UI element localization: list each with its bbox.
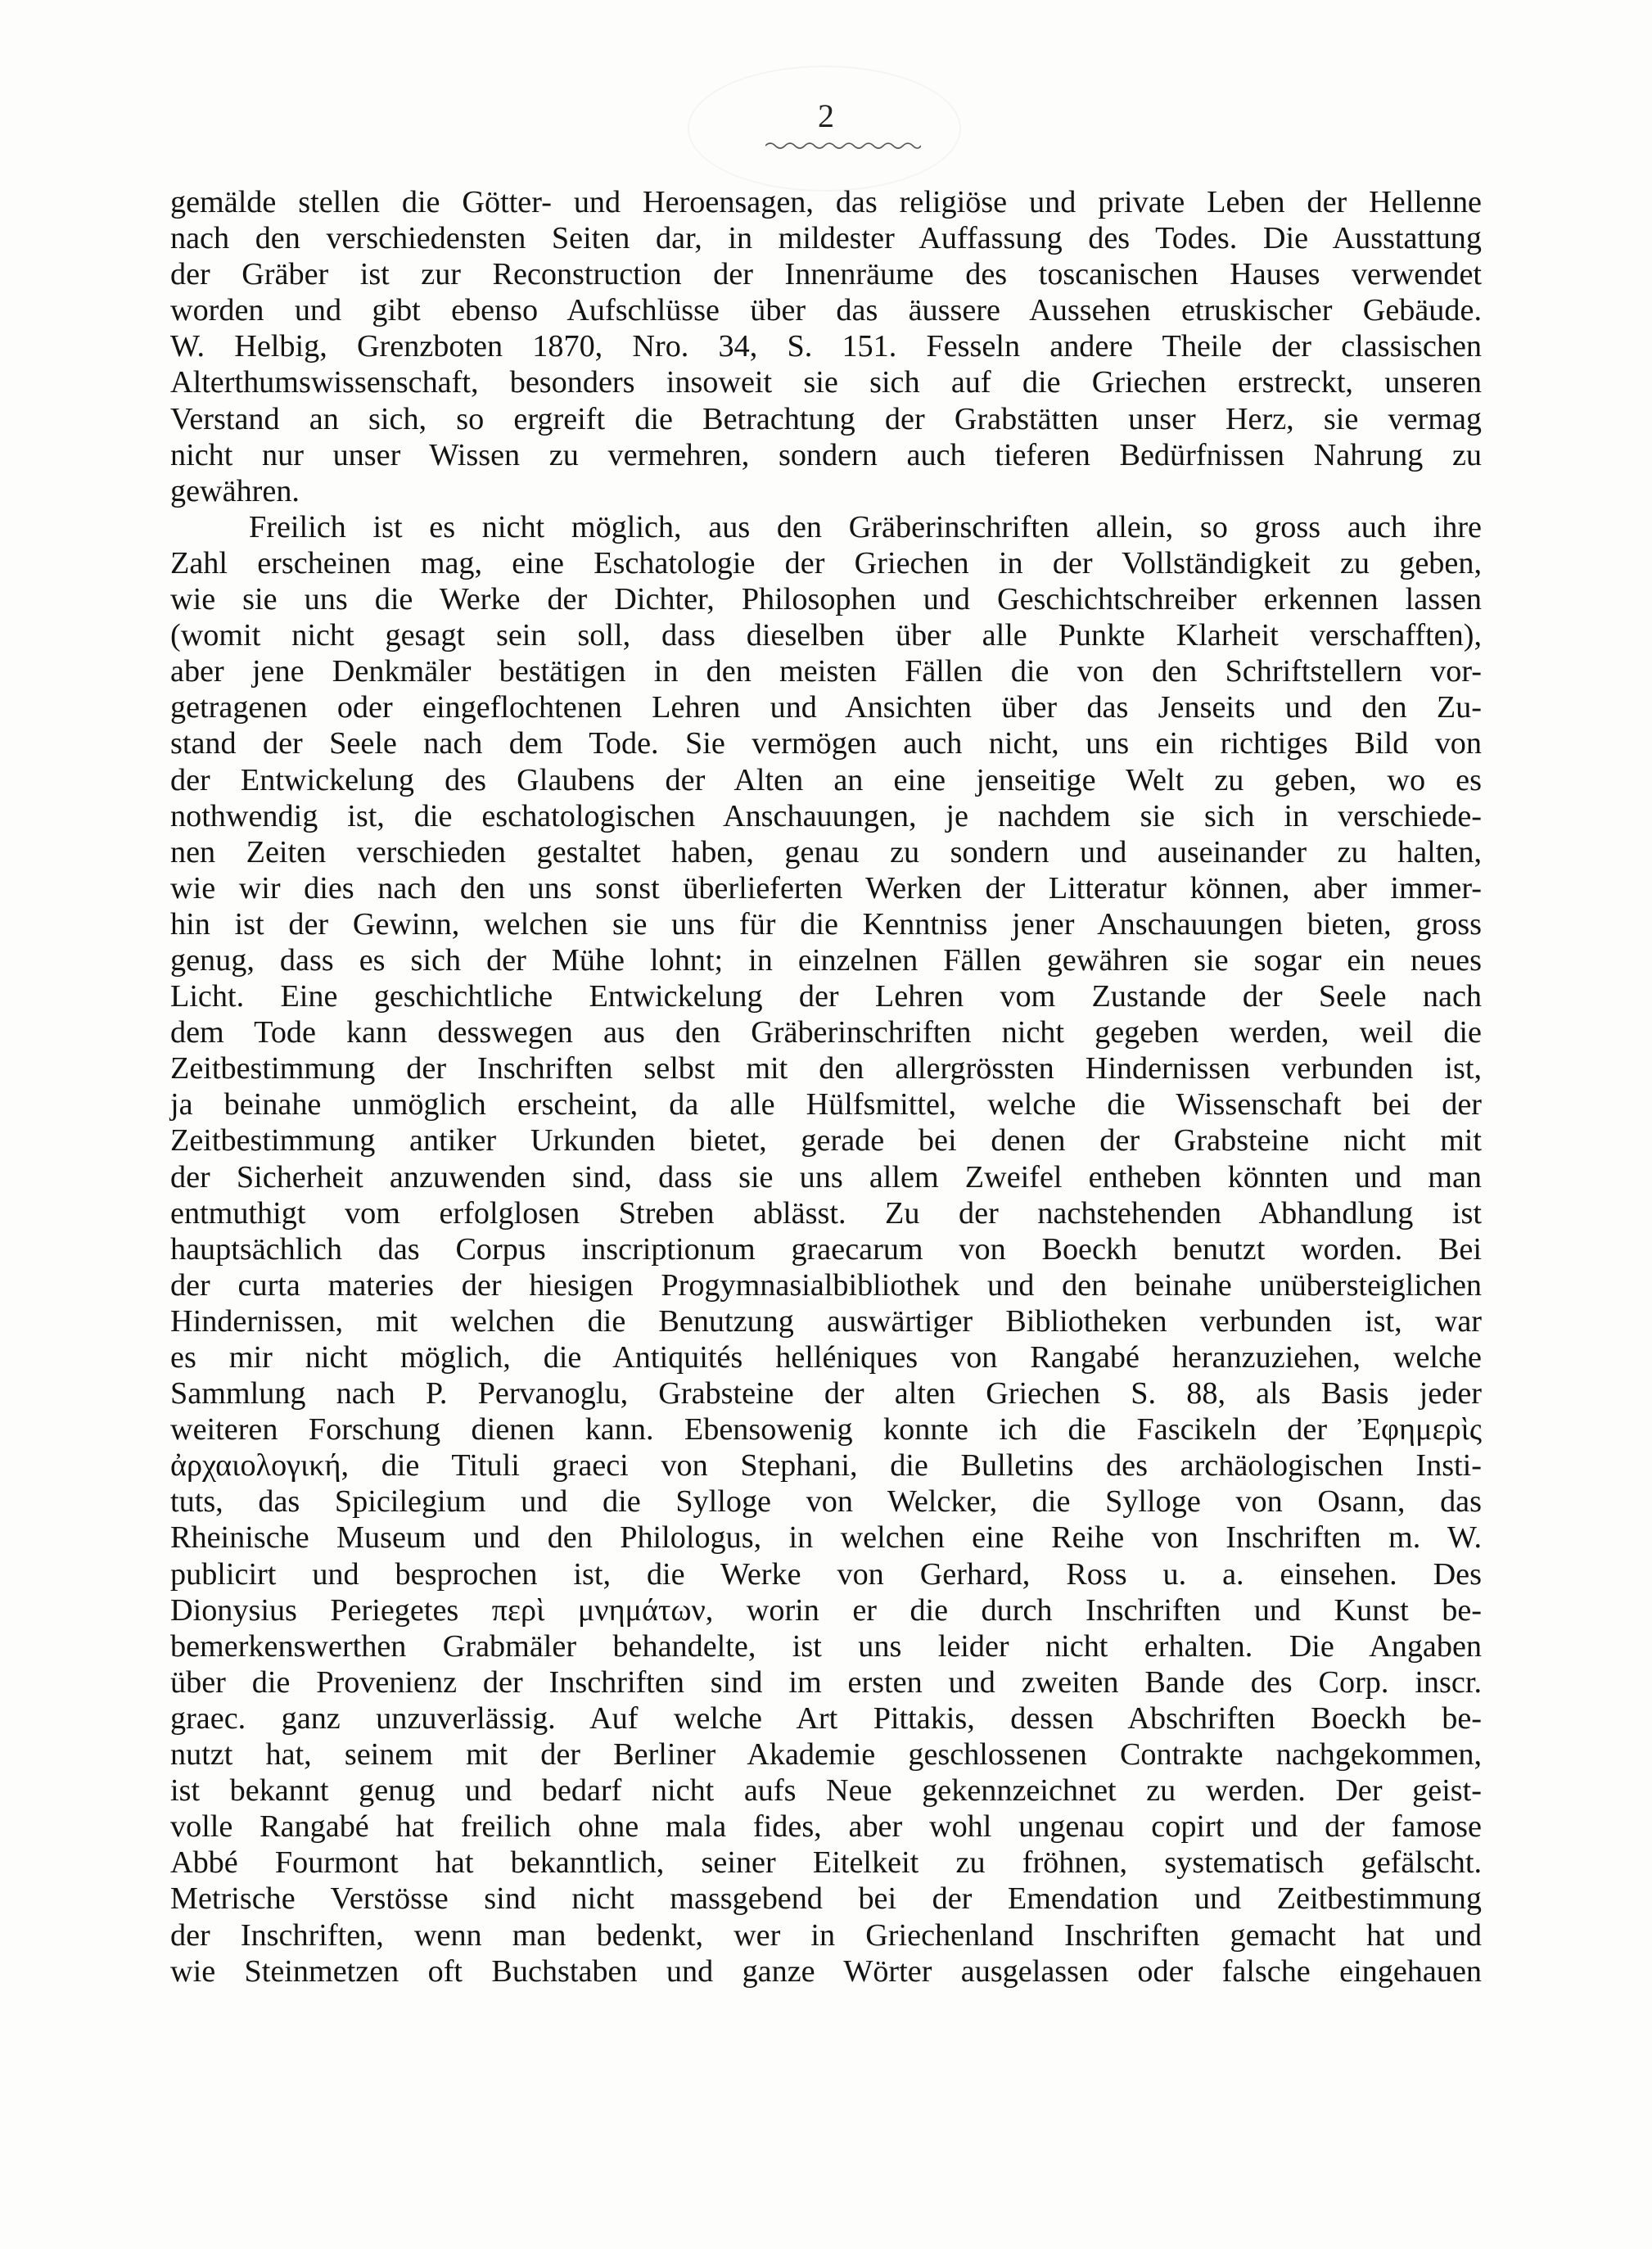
text-line: nothwendig ist, die eschatologischen Anschauungen, je nachdem sie sich in verschiede- [170, 798, 1482, 833]
text-line: bemerkenswerthen Grabmäler behandelte, ist uns leider nicht erhalten. Die Angaben [170, 1628, 1482, 1664]
text-line: volle Rangabé hat freilich ohne mala fides, aber wohl ungenau copirt und der famose [170, 1809, 1482, 1845]
text-line: der Inschriften, wenn man bedenkt, wer in Griechenland Inschriften gemacht hat und [170, 1917, 1482, 1953]
text-line: weiteren Forschung dienen kann. Ebensowenig konnte ich die Fascikeln der Ἐφημερὶς [170, 1412, 1482, 1447]
text-line: über die Provenienz der Inschriften sind im ersten und zweiten Bande des Corp. inscr. [170, 1664, 1482, 1700]
text-line: stand der Seele nach dem Tode. Sie vermögen auch nicht, uns ein richtiges Bild von [170, 726, 1482, 761]
text-line: Licht. Eine geschichtliche Entwickelung der Lehren vom Zustande der Seele nach [170, 979, 1482, 1014]
text-line: dem Tode kann desswegen aus den Gräberinschriften nicht gegeben werden, weil die [170, 1015, 1482, 1050]
text-line: (womit nicht gesagt sein soll, dass dieselben über alle Punkte Klarheit verschafften), [170, 618, 1482, 653]
paragraph-start-line: Freilich ist es nicht möglich, aus den Gräberinschriften allein, so gross auch ihre [249, 509, 1482, 544]
text-line: der Gräber ist zur Reconstruction der Innenräume des toscanischen Hauses verwendet [170, 257, 1482, 292]
body-text [170, 184, 1482, 1989]
text-line: Zeitbestimmung der Inschriften selbst mit den allergrössten Hindernissen verbunden ist, [170, 1051, 1482, 1086]
text-line: der Entwickelung des Glaubens der Alten an eine jenseitige Welt zu geben, wo es [170, 762, 1482, 797]
text-line: W. Helbig, Grenzboten 1870, Nro. 34, S. 151. Fesseln andere Theile der classischen [170, 329, 1482, 364]
text-line: worden und gibt ebenso Aufschlüsse über das äussere Aussehen etruskischer Gebäude. [170, 293, 1482, 328]
text-line: Dionysius Periegetes περὶ μνημάτων, worin er die durch Inschriften und Kunst be- [170, 1592, 1482, 1628]
text-line: Alterthumswissenschaft, besonders insoweit sie sich auf die Griechen erstreckt, unseren [170, 365, 1482, 400]
text-line: Metrische Verstösse sind nicht massgebend bei der Emendation und Zeitbestimmung [170, 1881, 1482, 1917]
text-line: Verstand an sich, so ergreift die Betrachtung der Grabstätten unser Herz, sie vermag [170, 401, 1482, 436]
text-line: entmuthigt vom erfolglosen Streben ablässt. Zu der nachstehenden Abhandlung ist [170, 1195, 1482, 1231]
text-line: nutzt hat, seinem mit der Berliner Akademie geschlossenen Contrakte nachgekommen, [170, 1737, 1482, 1773]
text-line: wie sie uns die Werke der Dichter, Philosophen und Geschichtschreiber erkennen lassen [170, 582, 1482, 617]
text-line: nicht nur unser Wissen zu vermehren, sondern auch tieferen Bedürfnissen Nahrung zu [170, 437, 1482, 472]
text-line: nach den verschiedensten Seiten dar, in mildester Auffassung des Todes. Die Ausstattung [170, 221, 1482, 256]
text-line: gewähren. [170, 473, 300, 508]
text-line: tuts, das Spicilegium und die Sylloge von Welcker, die Sylloge von Osann, das [170, 1484, 1482, 1520]
page-number: 2 [818, 97, 834, 134]
text-line: Sammlung nach P. Pervanoglu, Grabsteine der alten Griechen S. 88, als Basis jeder [170, 1376, 1482, 1411]
text-line: ἀρχαιολογική, die Tituli graeci von Stephani, die Bulletins des archäologischen Insti- [170, 1448, 1482, 1484]
text-line: hauptsächlich das Corpus inscriptionum graecarum von Boeckh benutzt worden. Bei [170, 1231, 1482, 1267]
text-line: hin ist der Gewinn, welchen sie uns für die Kenntniss jener Anschauungen bieten, gross [170, 906, 1482, 942]
ornament-rule [765, 139, 921, 152]
text-line: Rheinische Museum und den Philologus, in welchen eine Reihe von Inschriften m. W. [170, 1520, 1482, 1556]
text-line: wie wir dies nach den uns sonst überlieferten Werken der Litteratur können, aber immer- [170, 870, 1482, 905]
text-line: genug, dass es sich der Mühe lohnt; in einzelnen Fällen gewähren sie sogar ein neues [170, 942, 1482, 978]
text-line: Zeitbestimmung antiker Urkunden bietet, gerade bei denen der Grabsteine nicht mit [170, 1123, 1482, 1158]
text-line: publicirt und besprochen ist, die Werke von Gerhard, Ross u. a. einsehen. Des [170, 1556, 1482, 1592]
text-line: graec. ganz unzuverlässig. Auf welche Art Pittakis, dessen Abschriften Boeckh be- [170, 1700, 1482, 1736]
text-line: Zahl erscheinen mag, eine Eschatologie der Griechen in der Vollständigkeit zu geben, [170, 545, 1482, 580]
text-line: es mir nicht möglich, die Antiquités helléniques von Rangabé heranzuziehen, welche [170, 1340, 1482, 1375]
text-line: aber jene Denkmäler bestätigen in den meisten Fällen die von den Schriftstellern vor- [170, 654, 1482, 689]
text-line: wie Steinmetzen oft Buchstaben und ganze Wörter ausgelassen oder falsche eingehauen [170, 1953, 1482, 1989]
text-line: ist bekannt genug und bedarf nicht aufs Neue gekennzeichnet zu werden. Der geist- [170, 1773, 1482, 1809]
text-line: gemälde stellen die Götter- und Heroensagen, das religiöse und private Leben der Hellenne [170, 185, 1482, 219]
text-line: getragenen oder eingeflochtenen Lehren und Ansichten über das Jenseits und den Zu- [170, 690, 1482, 725]
text-line: der Sicherheit anzuwenden sind, dass sie uns allem Zweifel entheben könnten und man [170, 1159, 1482, 1194]
text-line: nen Zeiten verschieden gestaltet haben, genau zu sondern und auseinander zu halten, [170, 834, 1482, 869]
text-line: Abbé Fourmont hat bekanntlich, seiner Eitelkeit zu fröhnen, systematisch gefälscht. [170, 1845, 1482, 1881]
text-line: Hindernissen, mit welchen die Benutzung auswärtiger Bibliotheken verbunden ist, war [170, 1303, 1482, 1339]
text-line: ja beinahe unmöglich erscheint, da alle Hülfsmittel, welche die Wissenschaft bei der [170, 1087, 1482, 1122]
text-line: der curta materies der hiesigen Progymnasialbibliothek und den beinahe unübersteiglichen [170, 1267, 1482, 1303]
